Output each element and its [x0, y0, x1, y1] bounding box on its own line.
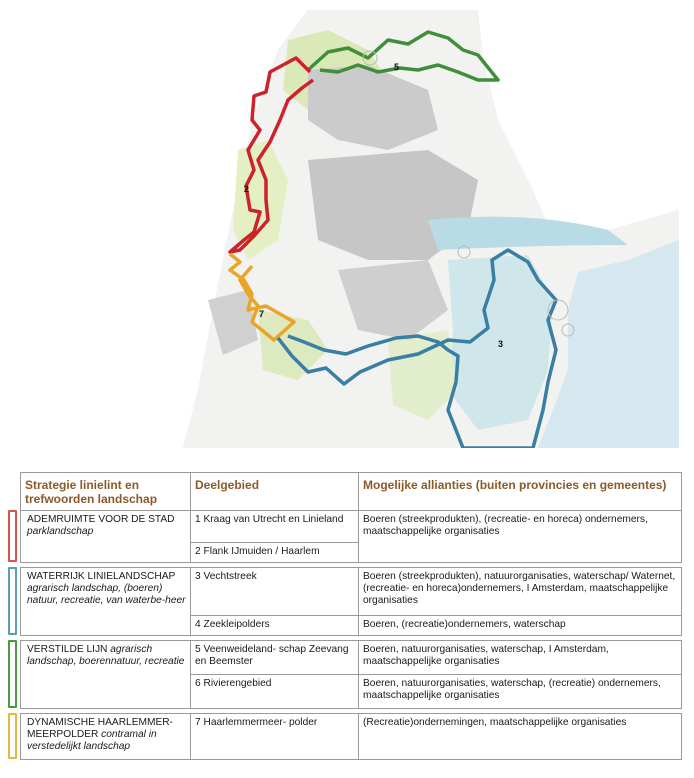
area-cell: 3 Vechtstreek	[191, 568, 359, 616]
area-cell: 6 Rivierengebied	[191, 675, 359, 709]
strategy-sub: parklandschap	[27, 526, 94, 537]
alliance-cell: Boeren, natuurorganisaties, waterschap, (recreatie) ondernemers, maatschappelijke organisaties	[359, 675, 682, 709]
label-5: 5	[394, 62, 400, 72]
liniering-map	[8, 10, 679, 448]
alliance-cell: Boeren (streekprodukten), natuurorganisaties, waterschap/ Waternet, (recreatie- en horeca)ondernemers, I Amsterdam, maatschappelijke organisaties	[359, 568, 682, 616]
strategy-cell	[21, 641, 191, 709]
label-2: 2	[244, 184, 250, 194]
color-bar-green	[8, 640, 17, 708]
strategy-sub: agrarisch landschap, boerennatuur, recreatie	[27, 644, 185, 667]
alliance-cell: Boeren, natuurorganisaties, waterschap, I Amsterdam, maatschappelijke organisaties	[359, 641, 682, 675]
strategy-main: WATERRIJK LINIELANDSCHAP	[27, 571, 176, 582]
header-area: Deelgebied	[191, 473, 359, 511]
table-row	[21, 714, 682, 760]
strategy-table-wrap	[8, 472, 681, 760]
label-3: 3	[498, 339, 504, 349]
table-row	[21, 568, 682, 616]
label-7: 7	[259, 309, 265, 319]
alliance-cell: Boeren (streekprodukten), (recreatie- en horeca) ondernemers, maatschappelijke organisaties	[359, 511, 682, 563]
strategy-cell	[21, 714, 191, 760]
table-row	[21, 641, 682, 675]
alliance-cell: (Recreatie)ondernemingen, maatschappelijke organisaties	[359, 714, 682, 760]
header-alliances: Mogelijke allianties (buiten provincies en gemeentes)	[359, 473, 682, 511]
color-bar-red	[8, 510, 17, 562]
color-bar-blue	[8, 567, 17, 635]
area-cell: 7 Haarlemmermeer- polder	[191, 714, 359, 760]
color-bar-yellow	[8, 713, 17, 759]
table-row	[21, 511, 682, 543]
strategy-sub: contramal in verstedelijkt landschap	[27, 729, 157, 752]
area-cell: 2 Flank IJmuiden / Haarlem	[191, 543, 359, 563]
strategy-main: VERSTILDE LIJN	[27, 644, 108, 655]
area-cell: 4 Zeekleipolders	[191, 616, 359, 636]
strategy-main: DYNAMISCHE HAARLEMMER-MEERPOLDER	[27, 717, 174, 740]
strategy-cell	[21, 511, 191, 563]
alliance-cell: Boeren, (recreatie)ondernemers, waterschap	[359, 616, 682, 636]
strategy-table	[20, 472, 682, 760]
strategy-cell	[21, 568, 191, 636]
strategy-main: ADEMRUIMTE VOOR DE STAD	[27, 514, 175, 525]
header-strategy: Strategie linielint en trefwoorden landschap	[21, 473, 191, 511]
area-cell: 1 Kraag van Utrecht en Linieland	[191, 511, 359, 543]
strategy-sub: agrarisch landschap, (boeren) natuur, recreatie, van waterbe-heer	[27, 583, 186, 606]
area-cell: 5 Veenweideland- schap Zeevang en Beemster	[191, 641, 359, 675]
